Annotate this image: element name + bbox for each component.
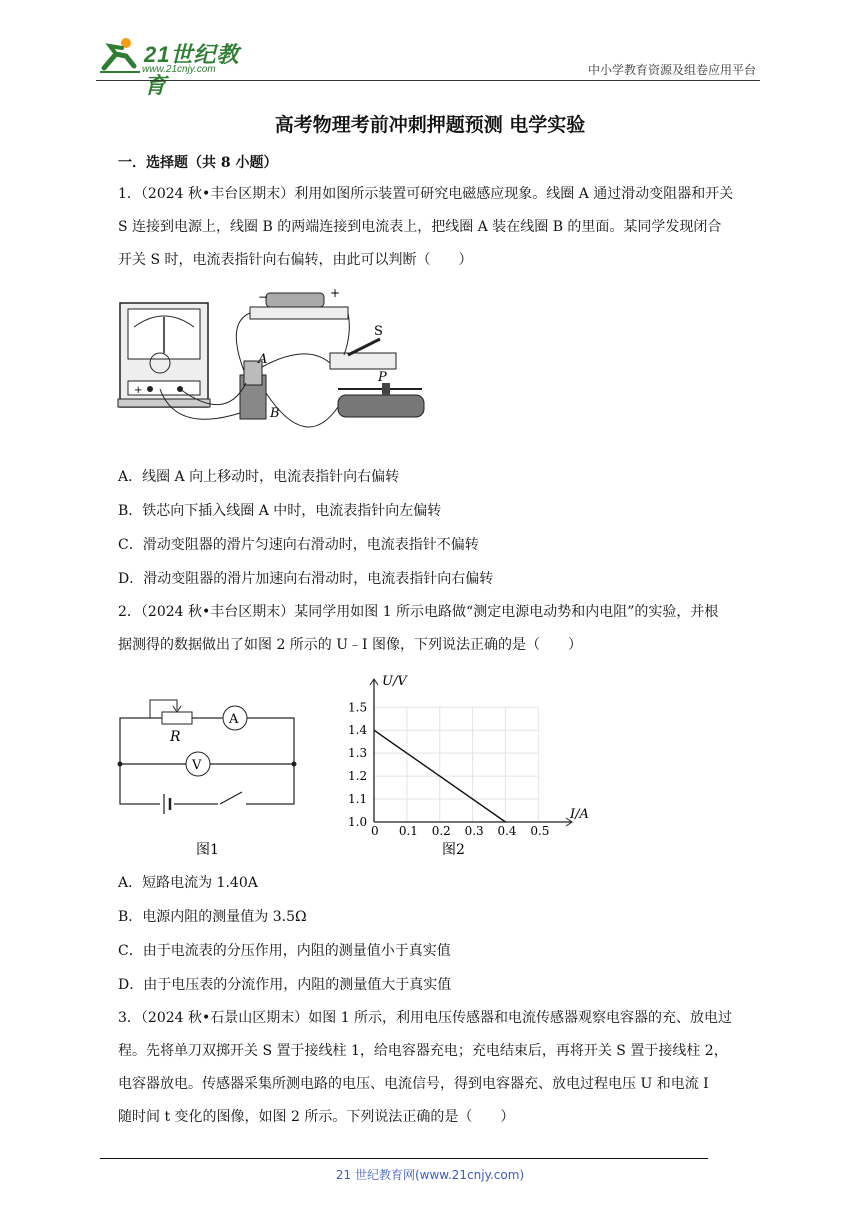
q2-line-2: 据测得的数据做出了如图 2 所示的 U﹣I 图像，下列说法正确的是（ ）: [118, 637, 583, 653]
x-tick-label: 0: [371, 824, 379, 838]
q2-circuit-figure: [116, 688, 302, 863]
q1-option-b[interactable]: B．铁芯向下插入线圈 A 中时，电流表指针向左偏转: [118, 503, 442, 519]
q1-option-d[interactable]: D．滑动变阻器的滑片加速向右滑动时，电流表指针向右偏转: [118, 571, 494, 587]
x-tick-label: 0.2: [431, 824, 451, 838]
label-coil-a: A: [258, 352, 268, 367]
question-2-stem: [118, 596, 764, 662]
page-title: 高考物理考前冲刺押题预测 电学实验: [274, 114, 586, 136]
label-switch-s: S: [374, 324, 383, 339]
section-heading: 一．选择题（共 8 小题）: [118, 155, 278, 171]
q1-line-2: S 连接到电源上，线圈 B 的两端连接到电流表上，把线圈 A 装在线圈 B 的里面。某同学发现闭合: [118, 219, 722, 235]
q1-option-a[interactable]: A．线圈 A 向上移动时，电流表指针向右偏转: [118, 469, 400, 485]
y-tick-label: 1.5: [348, 700, 368, 715]
label-coil-b: B: [270, 406, 280, 421]
question-3-stem: [118, 1002, 764, 1134]
figure-1-caption: 图1: [196, 842, 219, 858]
question-1-stem: [118, 178, 764, 277]
x-tick-label: 0.1: [398, 824, 418, 838]
x-tick-label: 0.4: [497, 824, 517, 838]
svg-text:+: +: [134, 385, 143, 396]
q1-option-c[interactable]: C．滑动变阻器的滑片匀速向右滑动时，电流表指针不偏转: [118, 537, 479, 553]
logo-text: 21世纪教育: [144, 42, 240, 98]
y-tick-label: 1.4: [348, 723, 368, 738]
footer-text[interactable]: 21 世纪教育网(www.21cnjy.com): [335, 1168, 525, 1182]
battery-minus: −: [258, 290, 269, 304]
voltmeter-label: V: [192, 758, 202, 773]
runner-icon: [96, 36, 142, 76]
logo-url: www.21cnjy.com: [142, 64, 216, 75]
q1-apparatus-figure: [116, 283, 436, 448]
q1-line-1: 1．（2024 秋•丰台区期末）利用如图所示装置可研究电磁感应现象。线圈 A 通过滑动变阻器和开关: [118, 186, 734, 202]
q3-line-2: 程。先将单刀双掷开关 S 置于接线柱 1，给电容器充电；充电结束后，再将开关 S 置于接线柱 2，: [118, 1043, 728, 1059]
q2-option-b[interactable]: B．电源内阻的测量值为 3.5Ω: [118, 909, 307, 925]
q3-line-3: 电容器放电。传感器采集所测电路的电压、电流信号，得到电容器充、放电过程电压 U 和电流 I: [118, 1076, 709, 1092]
q2-ui-graph: [340, 662, 602, 864]
header-divider: [96, 80, 760, 81]
q3-line-4: 随时间 t 变化的图像，如图 2 所示。下列说法正确的是（ ）: [118, 1109, 515, 1125]
q2-option-d[interactable]: D．由于电压表的分流作用，内阻的测量值大于真实值: [118, 977, 452, 993]
label-slider-p: P: [378, 370, 387, 385]
x-tick-label: 0.3: [464, 824, 484, 838]
resistor-label: R: [170, 729, 181, 745]
q3-line-1: 3．（2024 秋•石景山区期末）如图 1 所示，利用电压传感器和电流传感器观察电容器的充、放电过: [118, 1010, 733, 1026]
battery-plus: +: [330, 286, 341, 300]
platform-name: 中小学教育资源及组卷应用平台: [587, 63, 756, 77]
x-axis-label: I/A: [570, 807, 589, 822]
q1-line-3: 开关 S 时，电流表指针向右偏转，由此可以判断（ ）: [118, 252, 473, 268]
y-axis-label: U/V: [382, 674, 407, 689]
figure-2-caption: 图2: [442, 842, 465, 858]
q2-line-1: 2．（2024 秋•丰台区期末）某同学用如图 1 所示电路做“测定电源电动势和内电阻”的实验，并根: [118, 604, 719, 620]
q2-option-c[interactable]: C．由于电流表的分压作用，内阻的测量值小于真实值: [118, 943, 451, 959]
site-logo: [96, 36, 256, 98]
q2-option-a[interactable]: A．短路电流为 1.40A: [118, 875, 258, 891]
y-tick-label: 1.3: [348, 746, 368, 761]
y-tick-label: 1.2: [348, 769, 368, 784]
ammeter-label: A: [229, 712, 239, 727]
x-tick-label: 0.5: [530, 824, 550, 838]
y-tick-label: 1.1: [348, 792, 368, 807]
footer-divider: [100, 1158, 708, 1159]
y-tick-label: 1.0: [348, 815, 368, 829]
